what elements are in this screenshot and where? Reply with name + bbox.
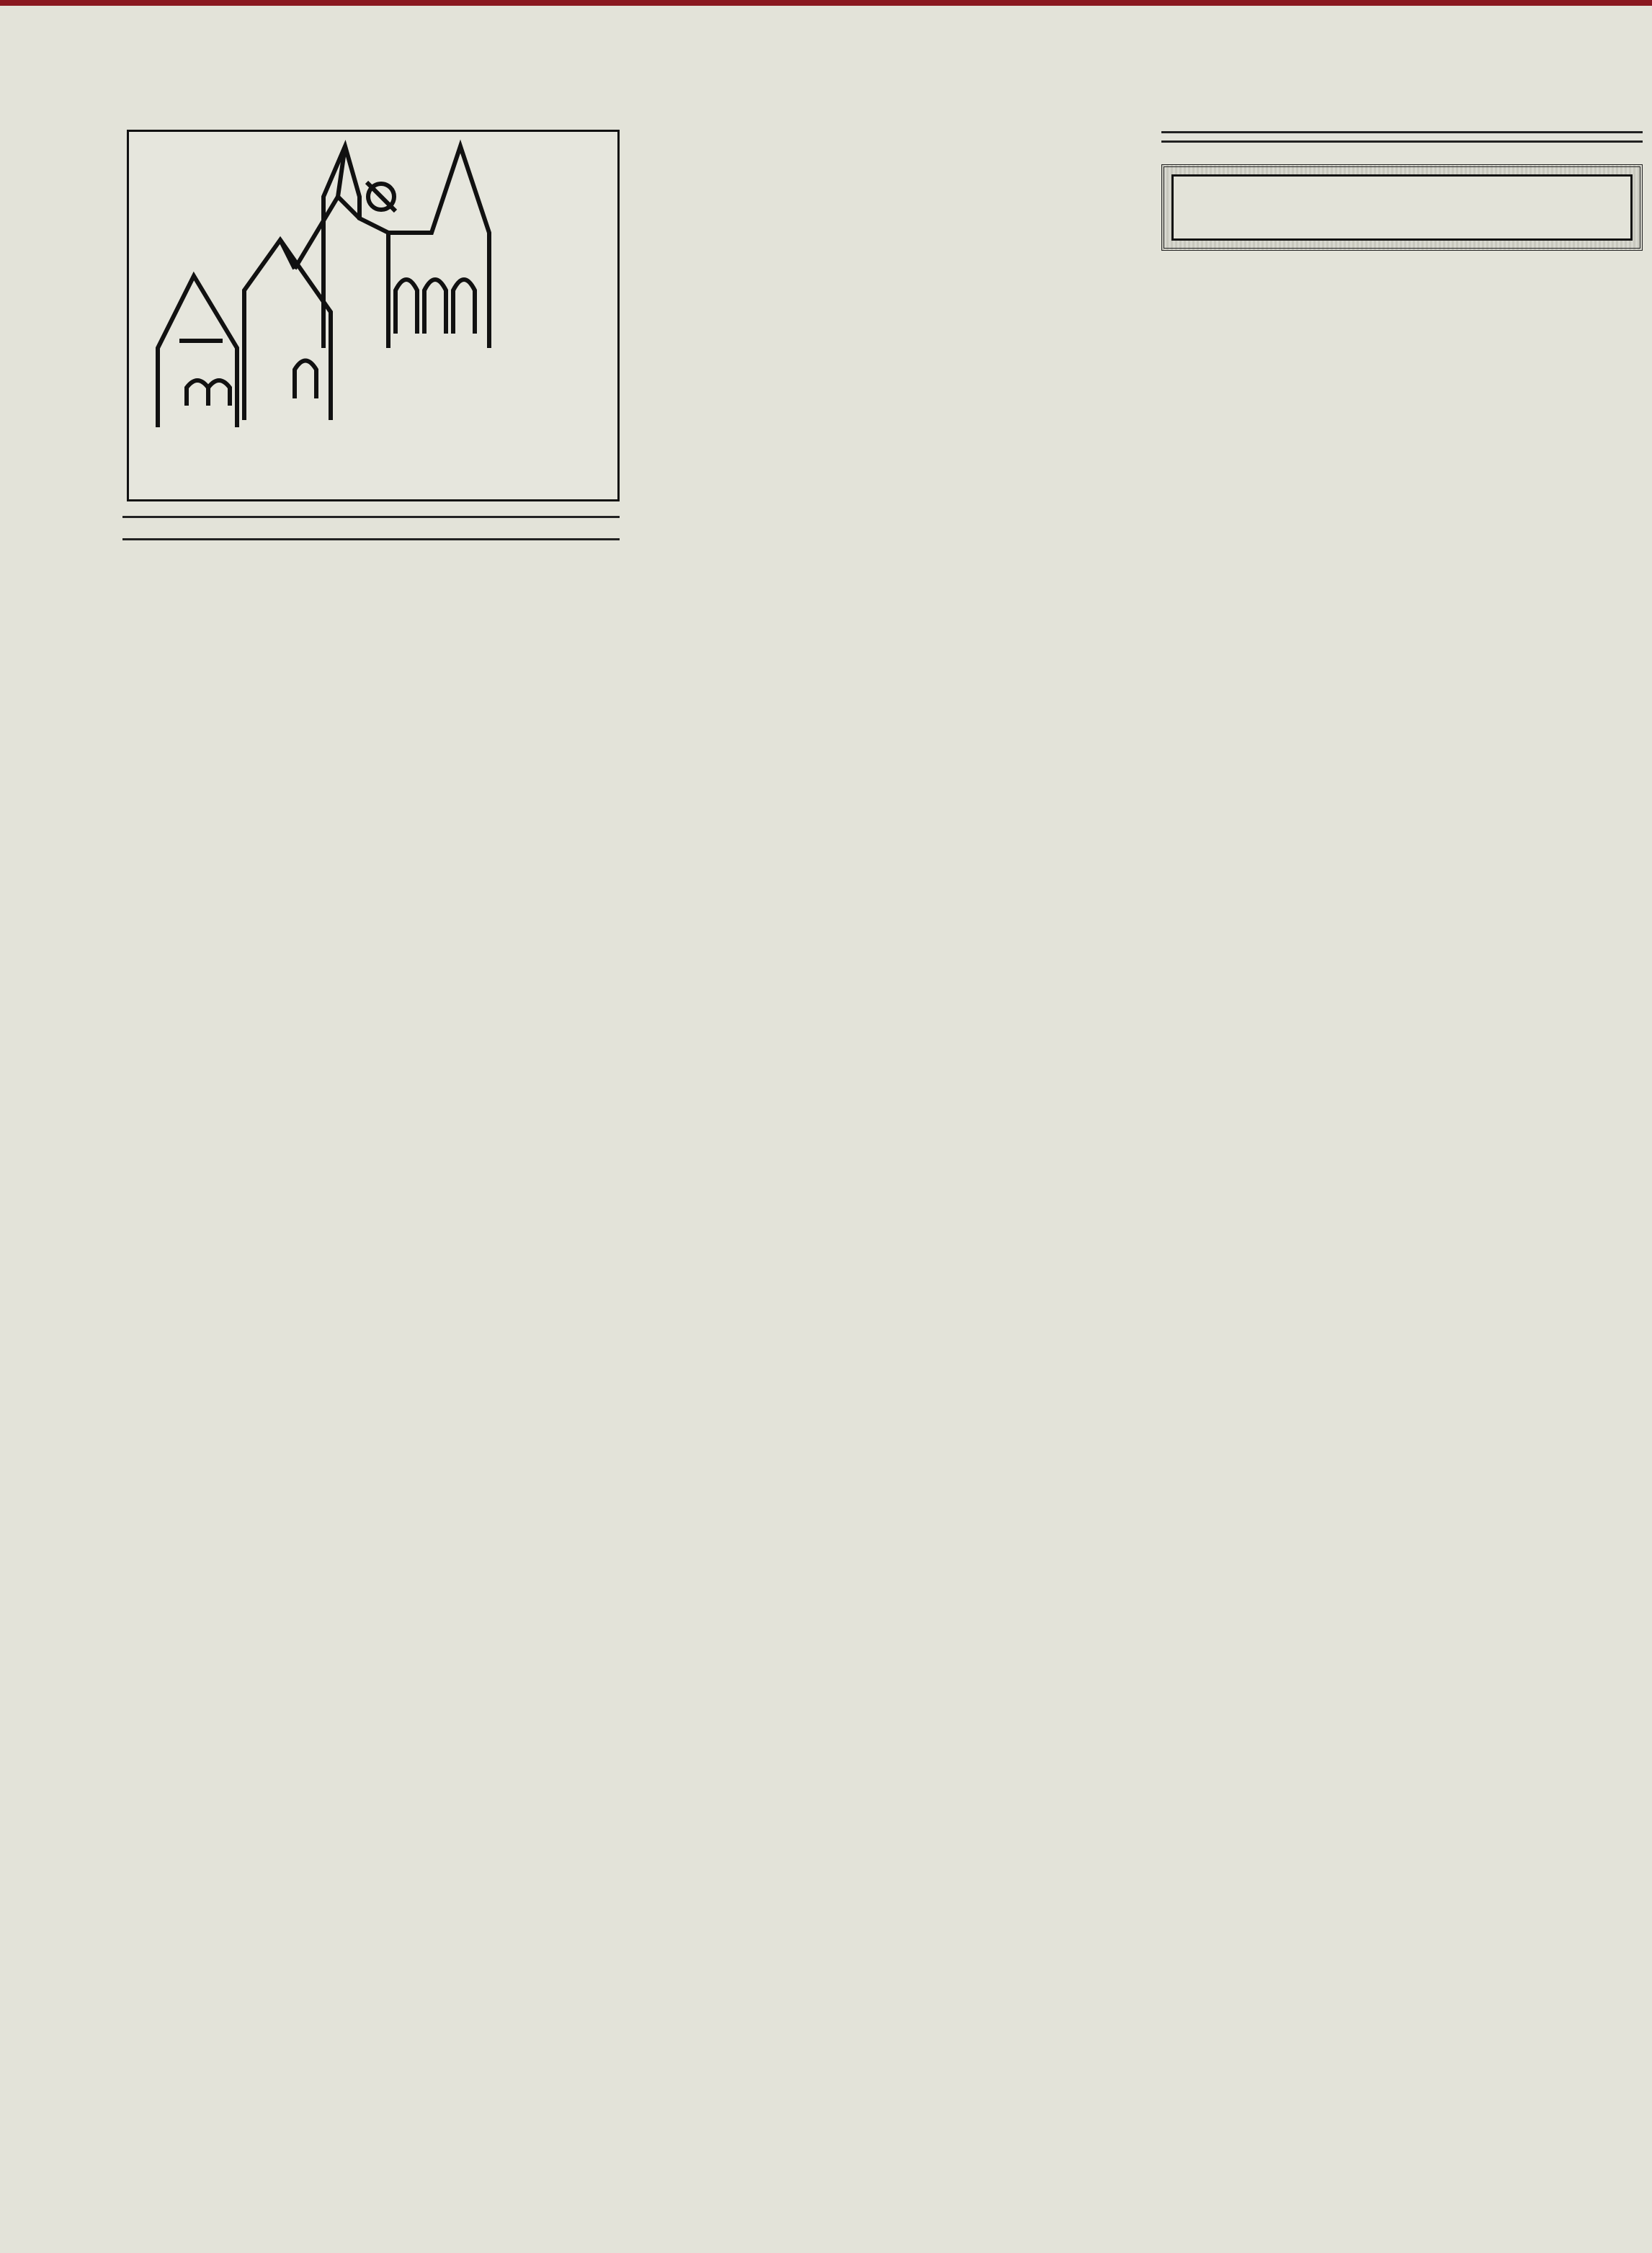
new-churches-total [122,516,620,540]
column-3 [1161,108,1643,268]
column-1 [122,108,620,540]
divider [1161,131,1643,133]
religion-world-banner [1161,164,1643,251]
churches-drawing-icon [129,132,617,499]
divider [1161,140,1643,143]
page-top-edge [0,0,1652,6]
new-churches-grow-logo [127,130,620,501]
